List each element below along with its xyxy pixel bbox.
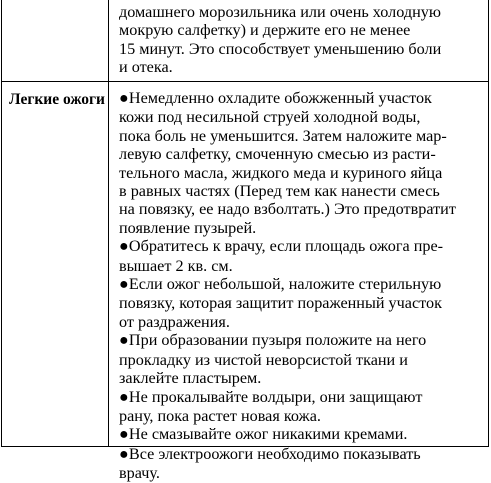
text-line: врачу. bbox=[119, 464, 160, 483]
text-line: повязку, которая защитит пораженный участок bbox=[119, 294, 442, 313]
text-fragment: Не смазывайте ожог никакими кремами. bbox=[128, 425, 408, 444]
instruction-item bbox=[119, 237, 480, 275]
text-line: левую салфетку, смоченную смесью из расти- bbox=[119, 145, 436, 164]
text-fragment: Если ожог небольшой, наложите стерильную bbox=[128, 275, 442, 294]
text-line bbox=[119, 331, 480, 350]
instruction-item bbox=[119, 425, 480, 444]
instructions-cell bbox=[109, 82, 488, 483]
term-cell bbox=[2, 82, 108, 447]
text-fragment: Обратитесь к врачу, если площадь ожога пре- bbox=[128, 237, 444, 256]
bullet-icon: ● bbox=[119, 332, 129, 350]
instruction-item bbox=[119, 275, 480, 331]
text-line: пока боль не уменьшится. Затем наложите мар- bbox=[119, 126, 447, 145]
text-line bbox=[119, 237, 480, 256]
text-line: на повязку, ее надо взболтать.) Это предотвратит bbox=[119, 200, 456, 219]
bullet-icon: ● bbox=[119, 238, 129, 256]
text-fragment: Не прокалывайте волдыри, они защищают bbox=[128, 387, 423, 406]
text-line: домашнего морозильника или очень холодную bbox=[119, 3, 441, 21]
text-line: появление пузырей. bbox=[119, 218, 257, 237]
bullet-icon: ● bbox=[119, 276, 129, 294]
text-line bbox=[119, 89, 480, 108]
text-line: от раздражения. bbox=[119, 312, 230, 331]
document-table bbox=[1, 0, 489, 483]
instruction-item bbox=[119, 331, 480, 387]
text-line: прокладку из чистой неворсистой ткани и bbox=[119, 350, 408, 369]
term-label: Легкие ожоги bbox=[9, 91, 105, 108]
text-line: вышает 2 кв. см. bbox=[119, 256, 233, 275]
text-fragment: Все электроожоги необходимо показывать bbox=[128, 444, 421, 463]
empty-term-cell bbox=[2, 0, 108, 81]
text-fragment: Немедленно охладите обожженный участок bbox=[128, 89, 432, 107]
text-fragment: При образовании пузыря положите на него bbox=[128, 331, 427, 350]
instruction-item bbox=[119, 445, 480, 483]
continued-text-cell bbox=[109, 0, 488, 81]
text-line: кожи под несильной струей холодной воды, bbox=[119, 108, 421, 127]
text-line bbox=[119, 275, 480, 294]
text-line: тельного масла, жидкого меда и куриного яйца bbox=[119, 163, 443, 182]
text-line: и отека. bbox=[119, 58, 173, 77]
text-line bbox=[119, 388, 480, 407]
instruction-item bbox=[119, 388, 480, 426]
text-line: рану, пока растет новая кожа. bbox=[119, 406, 321, 425]
bullet-icon: ● bbox=[119, 90, 129, 107]
instruction-item bbox=[119, 89, 480, 237]
bullet-icon: ● bbox=[119, 426, 129, 444]
text-line: заклейте пластырем. bbox=[119, 369, 262, 388]
table-row-light-burns bbox=[2, 82, 488, 483]
text-line: мокрую салфетку) и держите его не менее bbox=[119, 21, 411, 40]
text-line bbox=[119, 425, 480, 444]
bullet-icon: ● bbox=[119, 388, 129, 406]
bullet-icon: ● bbox=[119, 445, 129, 463]
table-row-continued bbox=[2, 0, 488, 82]
text-line: 15 минут. Это способствует уменьшению боли bbox=[119, 39, 442, 58]
text-line: в равных частях (Перед тем как нанести смесь bbox=[119, 182, 440, 201]
